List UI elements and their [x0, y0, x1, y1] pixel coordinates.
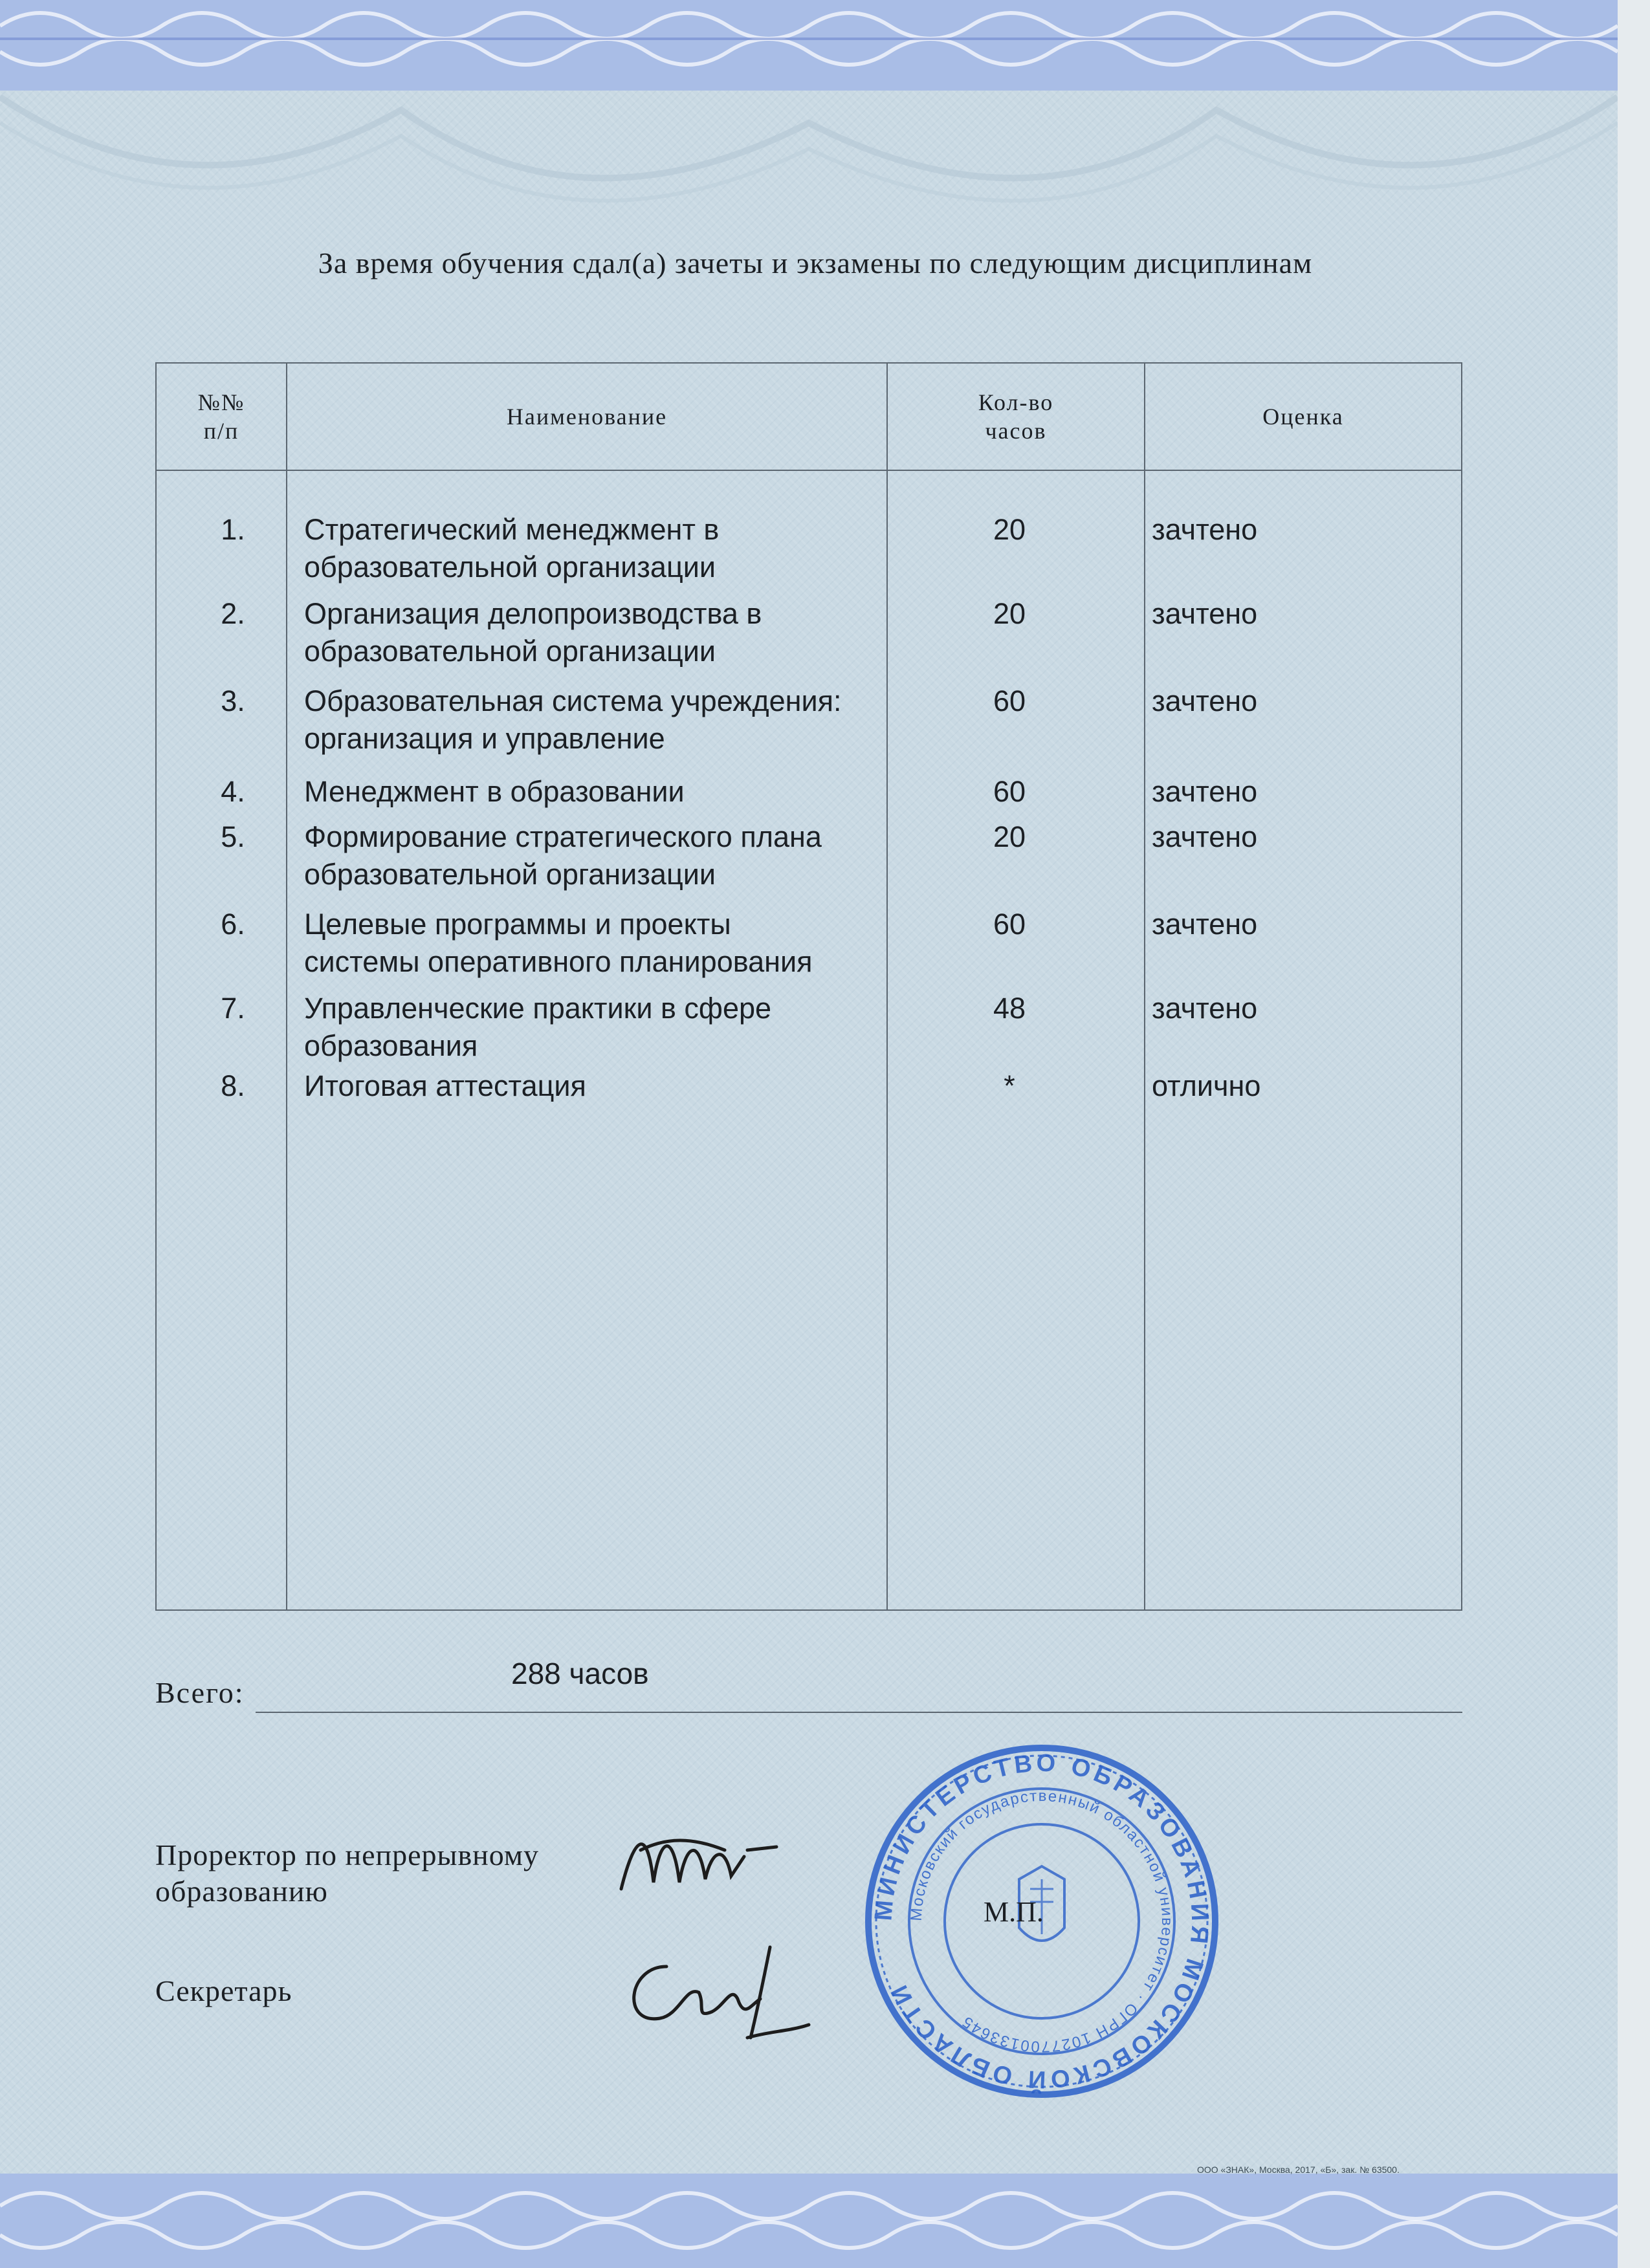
row-number: 8.: [221, 1069, 245, 1102]
row-number: 6.: [221, 908, 245, 941]
svg-text:Московский государственный обл: Московский государственный областной университет · ОГРН 1027700133645: [907, 1787, 1176, 2056]
row-number: 4.: [221, 775, 245, 808]
column-header-number: №№ п/п: [197, 389, 245, 444]
table-divider: [286, 362, 287, 1611]
discipline-grade: зачтено: [1152, 597, 1258, 630]
prorector-signature: [615, 1811, 783, 1908]
total-label: Всего:: [155, 1676, 245, 1709]
row-number: 1.: [221, 513, 245, 546]
stamp-place-label: М.П.: [984, 1896, 1044, 1928]
discipline-name: Итоговая аттестация: [304, 1069, 586, 1102]
discipline-grade: зачтено: [1152, 992, 1258, 1025]
top-ornament-band: [0, 0, 1618, 91]
discipline-hours: 20: [993, 820, 1026, 853]
secretary-label: Секретарь: [155, 1974, 292, 2007]
discipline-hours: *: [1004, 1069, 1015, 1102]
discipline-hours: 48: [993, 992, 1026, 1025]
row-number: 7.: [221, 992, 245, 1025]
column-header-hours: Кол-во часов: [978, 389, 1054, 444]
total-hours: 288 часов: [511, 1657, 649, 1690]
discipline-hours: 60: [993, 908, 1026, 941]
discipline-grade: зачтено: [1152, 513, 1258, 546]
row-number: 2.: [221, 597, 245, 630]
scan-edge: [1618, 0, 1650, 2268]
secretary-signature: [621, 1941, 815, 2051]
column-header-grade: Оценка: [1262, 404, 1344, 430]
document-heading: За время обучения сдал(а) зачеты и экзамены по следующим дисциплинам: [318, 246, 1313, 279]
row-number: 3.: [221, 684, 245, 717]
discipline-name: Организация делопроизводства в образовательной организации: [304, 597, 762, 668]
table-divider: [1144, 362, 1145, 1611]
discipline-grade: зачтено: [1152, 908, 1258, 941]
discipline-hours: 20: [993, 513, 1026, 546]
bottom-ornament-band: [0, 2174, 1618, 2268]
discipline-hours: 20: [993, 597, 1026, 630]
discipline-grade: зачтено: [1152, 820, 1258, 853]
top-swag-ornament: [0, 84, 1618, 252]
column-header-name: Наименование: [506, 404, 668, 430]
discipline-grade: зачтено: [1152, 775, 1258, 808]
discipline-name: Стратегический менеджмент в образовательной организации: [304, 513, 720, 583]
table-header-rule: [155, 470, 1462, 471]
discipline-grade: отлично: [1152, 1069, 1261, 1102]
total-underline: [256, 1712, 1462, 1713]
svg-text:МИНИСТЕРСТВО ОБРАЗОВАНИЯ МОСКО: МИНИСТЕРСТВО ОБРАЗОВАНИЯ МОСКОВСКОЙ ОБЛАСТИ: [870, 1749, 1214, 2093]
discipline-name: Управленческие практики в сфере образования: [304, 992, 772, 1062]
discipline-name: Формирование стратегического плана образовательной организации: [304, 820, 822, 891]
printer-mark: ООО «ЗНАК», Москва, 2017, «Б», зак. № 63500.: [1197, 2164, 1400, 2175]
discipline-hours: 60: [993, 684, 1026, 717]
discipline-name: Менеджмент в образовании: [304, 775, 685, 808]
discipline-name: Образовательная система учреждения: организация и управление: [304, 684, 842, 755]
discipline-hours: 60: [993, 775, 1026, 808]
discipline-grade: зачтено: [1152, 684, 1258, 717]
discipline-name: Целевые программы и проекты системы оперативного планирования: [304, 908, 813, 978]
prorector-label: Проректор по непрерывному образованию: [155, 1838, 540, 1908]
row-number: 5.: [221, 820, 245, 853]
